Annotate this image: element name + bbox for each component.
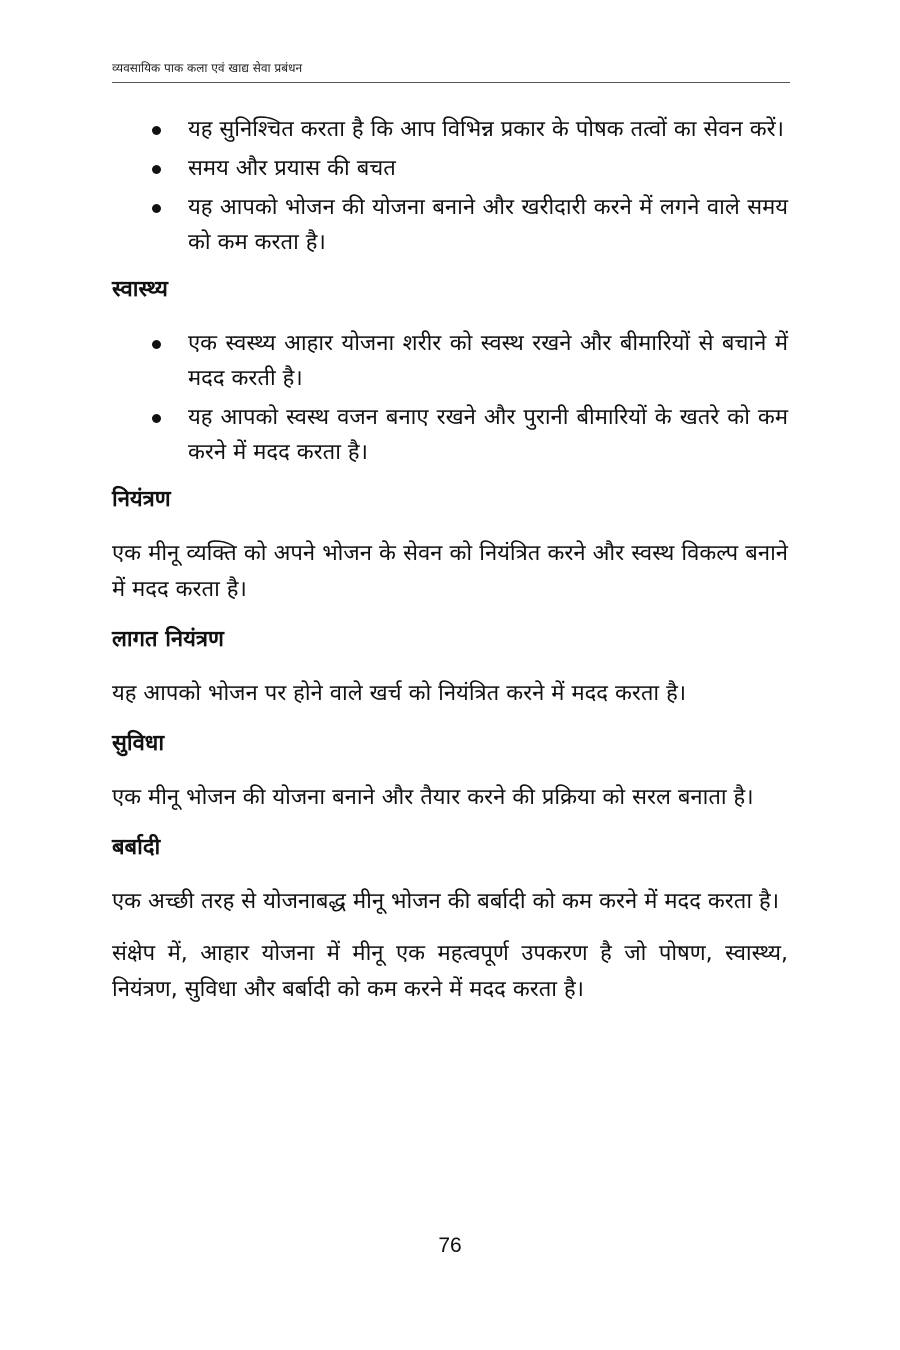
bullet-icon [152, 340, 161, 349]
bullet-icon [152, 414, 161, 423]
health-bullet-list [112, 326, 788, 470]
section-heading-cost-control: लागत नियंत्रण [112, 627, 224, 652]
list-item [112, 190, 788, 260]
list-item-text: यह आपको भोजन की योजना बनाने और खरीदारी करने में लगने वाले समय को कम करता है। [188, 195, 788, 255]
section-heading-control: नियंत्रण [112, 487, 171, 512]
bullet-icon [152, 126, 161, 135]
bullet-icon [152, 204, 161, 213]
section-heading-waste: बर्बादी [112, 835, 161, 860]
section-heading-health: स्वास्थ्य [112, 277, 168, 302]
cost-control-paragraph: यह आपको भोजन पर होने वाले खर्च को नियंत्रित करने में मदद करता है। [112, 681, 687, 706]
summary-paragraph: संक्षेप में, आहार योजना में मीनू एक महत्वपूर्ण उपकरण है जो पोषण, स्वास्थ्य, नियंत्रण, सुविधा और बर्बादी को कम करने में मदद करता है। [112, 941, 788, 1002]
running-header: व्यवसायिक पाक कला एवं खाद्य सेवा प्रबंधन [112, 61, 303, 75]
section-heading-convenience: सुविधा [112, 731, 165, 756]
waste-paragraph: एक अच्छी तरह से योजनाबद्ध मीनू भोजन की बर्बादी को कम करने में मदद करता है। [112, 889, 780, 914]
list-item [112, 400, 788, 470]
bullet-icon [152, 165, 161, 174]
page-number: 76 [438, 1234, 462, 1257]
list-item [112, 151, 788, 186]
list-item-text: यह सुनिश्चित करता है कि आप विभिन्न प्रकार के पोषक तत्वों का सेवन करें। [188, 117, 784, 142]
page-body [112, 112, 788, 1024]
list-item [112, 326, 788, 396]
intro-bullet-list [112, 112, 788, 260]
list-item-text: एक स्वस्थ्य आहार योजना शरीर को स्वस्थ रखने और बीमारियों से बचाने में मदद करती है। [188, 331, 788, 391]
header-rule [112, 82, 790, 83]
convenience-paragraph: एक मीनू भोजन की योजना बनाने और तैयार करने की प्रक्रिया को सरल बनाता है। [112, 785, 754, 810]
control-paragraph: एक मीनू व्यक्ति को अपने भोजन के सेवन को नियंत्रित करने और स्वस्थ विकल्प बनाने में मदद करता है। [112, 541, 788, 602]
list-item [112, 112, 788, 147]
list-item-text: समय और प्रयास की बचत [188, 156, 396, 181]
list-item-text: यह आपको स्वस्थ वजन बनाए रखने और पुरानी बीमारियों के खतरे को कम करने में मदद करता है। [188, 405, 788, 465]
